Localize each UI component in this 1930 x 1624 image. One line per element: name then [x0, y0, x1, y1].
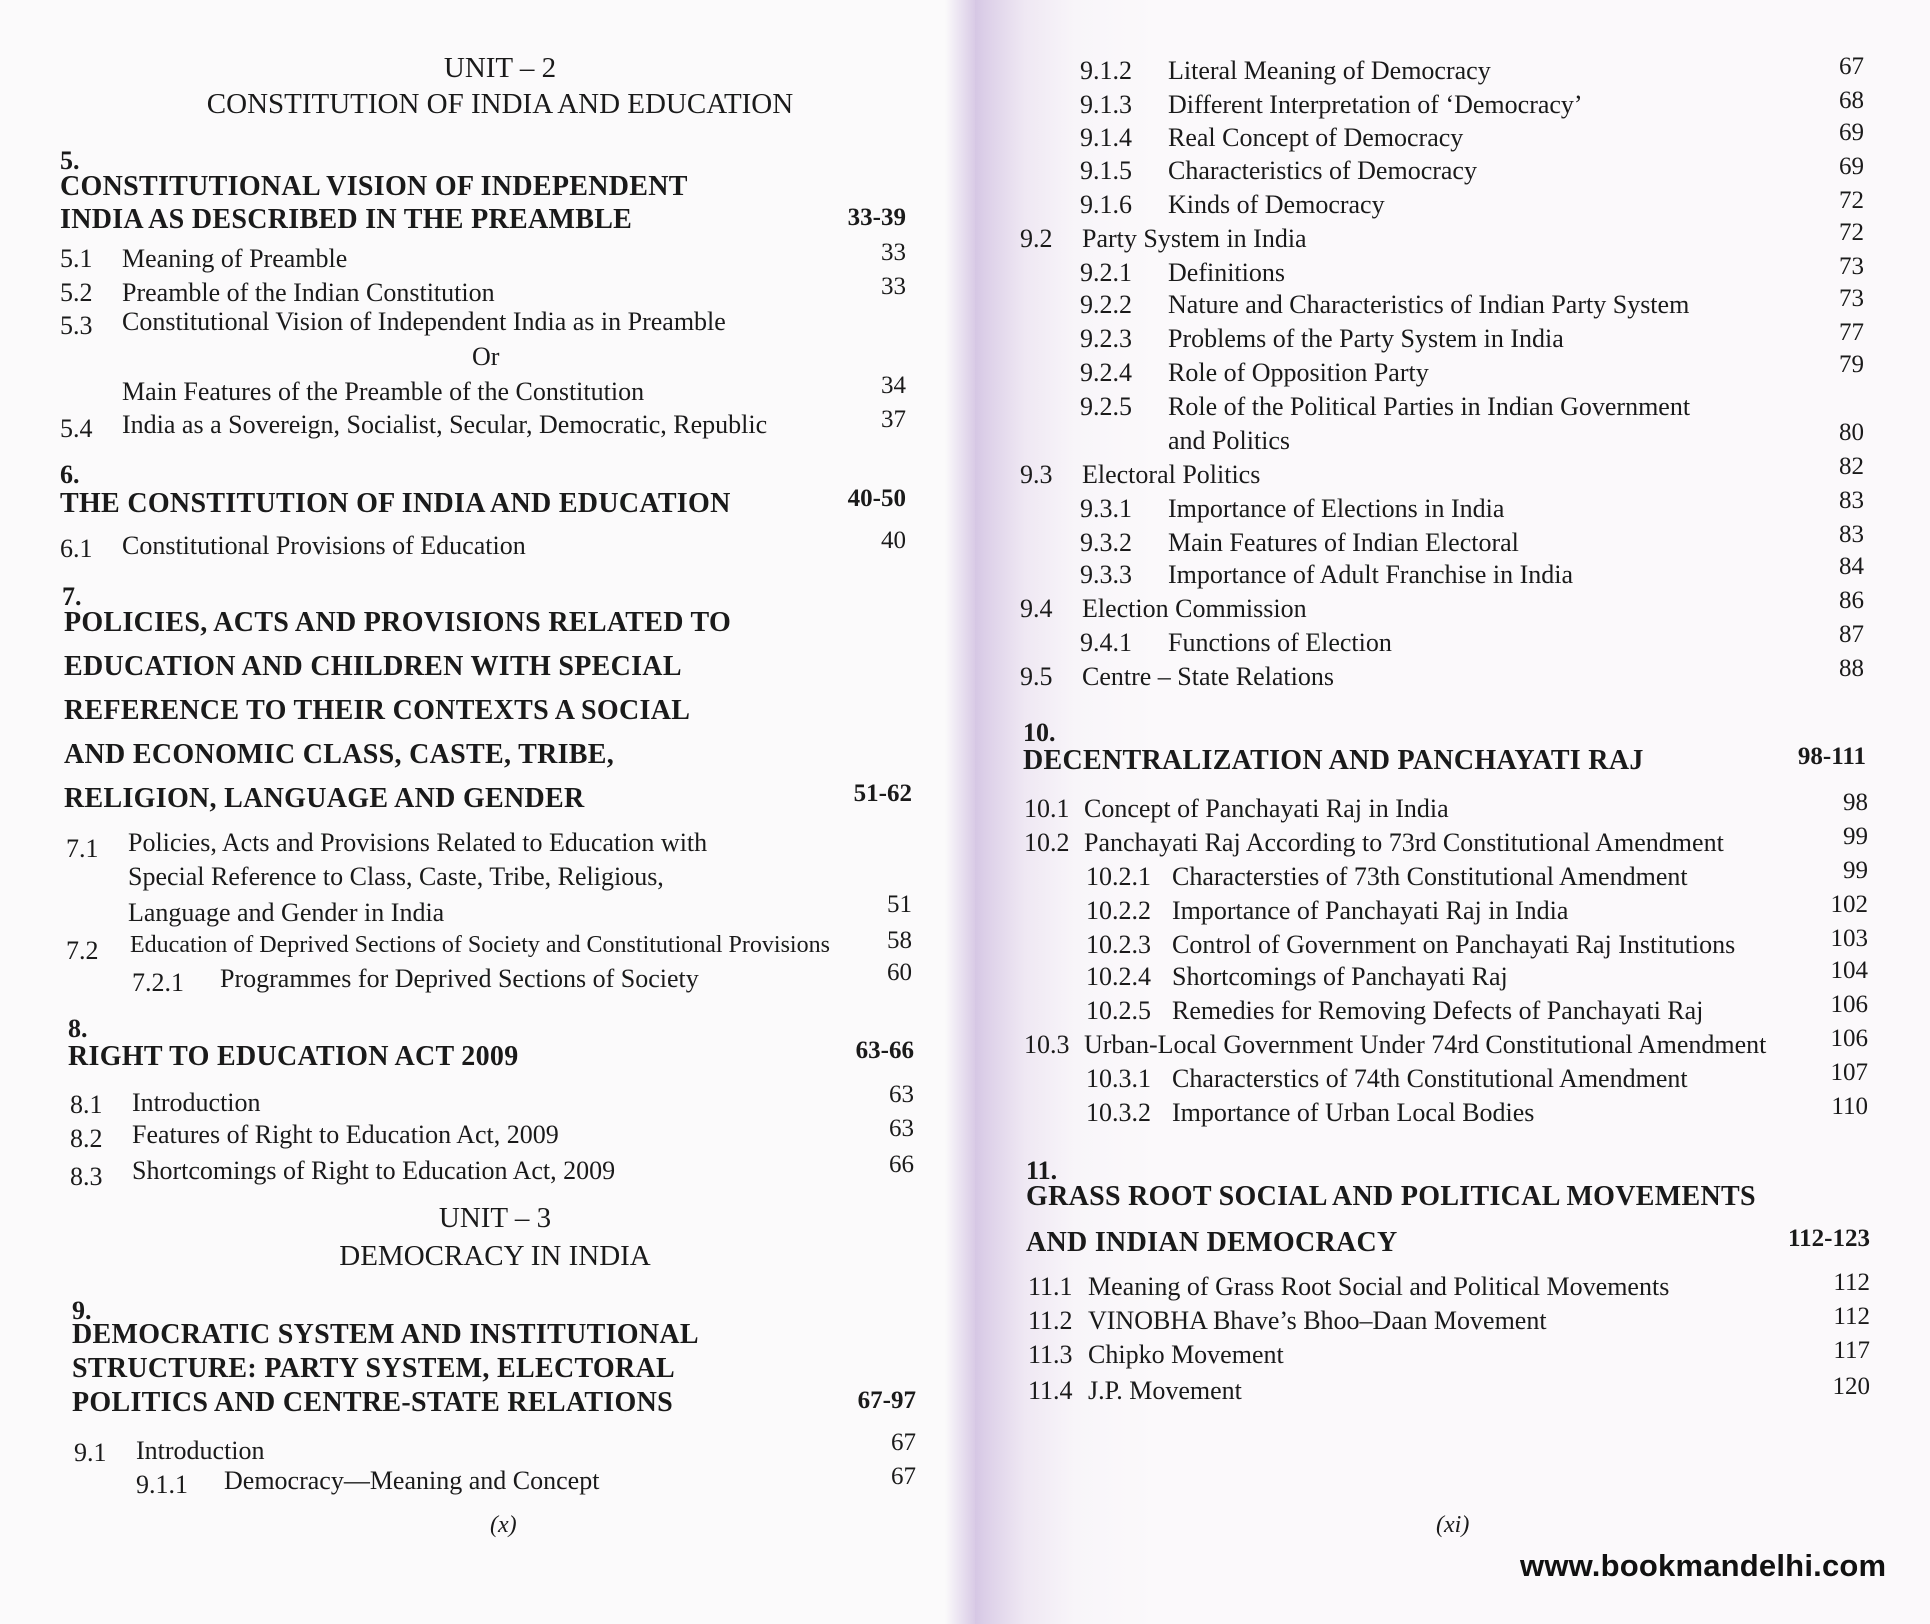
toc-5-1-num: 5.1 — [60, 244, 93, 273]
book-gutter — [945, 0, 975, 1624]
ch9-title-line1: DEMOCRATIC SYSTEM AND INSTITUTIONAL — [72, 1319, 699, 1350]
toc-entry-title: Importance of Elections in India — [1168, 494, 1505, 523]
toc-entry-title: Election Commission — [1082, 594, 1307, 623]
toc-5-1-title: Meaning of Preamble — [122, 244, 348, 273]
left-page-number: (x) — [490, 1512, 517, 1538]
toc-entry-num: 9.2 — [1020, 224, 1053, 253]
toc-entry-title: Shortcomings of Panchayati Raj — [1172, 962, 1508, 991]
toc-entry-num: 9.1.3 — [1080, 90, 1132, 119]
toc-entry-title: Centre – State Relations — [1082, 662, 1335, 691]
toc-7-2-1-num: 7.2.1 — [132, 968, 184, 997]
toc-7-2-1-page: 60 — [887, 959, 912, 986]
toc-entry-page: 120 — [1832, 1373, 1870, 1400]
toc-entry-page: 117 — [1833, 1337, 1870, 1364]
toc-6-1-num: 6.1 — [60, 534, 93, 563]
toc-7-1-title-line1: Policies, Acts and Provisions Related to Education with — [128, 828, 708, 857]
ch5-pages: 33-39 — [847, 204, 906, 231]
toc-entry-page: 99 — [1843, 823, 1868, 850]
toc-5-2-title: Preamble of the Indian Constitution — [122, 278, 495, 307]
toc-entry-page: 69 — [1839, 153, 1864, 180]
toc-entry-page: 83 — [1839, 521, 1864, 548]
toc-entry-num: 9.2.3 — [1080, 324, 1132, 353]
toc-6-1-page: 40 — [881, 527, 906, 554]
toc-entry-title: Electoral Politics — [1082, 460, 1261, 489]
ch9-pages: 67-97 — [857, 1387, 916, 1414]
toc-entry-title: VINOBHA Bhave’s Bhoo–Daan Movement — [1088, 1306, 1547, 1335]
unit3-title: DEMOCRACY IN INDIA — [339, 1240, 651, 1272]
toc-entry-page: 68 — [1839, 87, 1864, 114]
toc-entry-title: Main Features of Indian Electoral — [1168, 528, 1519, 557]
toc-5-3-alt-title: Main Features of the Preamble of the Constitution — [122, 377, 645, 406]
toc-entry-page: 106 — [1830, 991, 1868, 1018]
toc-8-1-num: 8.1 — [70, 1090, 103, 1119]
ch7-pages: 51-62 — [853, 780, 912, 807]
toc-entry-title: Control of Government on Panchayati Raj Institutions — [1172, 930, 1736, 959]
ch7-number: 7. — [62, 582, 82, 611]
ch7-title-line3: REFERENCE TO THEIR CONTEXTS A SOCIAL — [64, 695, 691, 726]
toc-entry-title: Problems of the Party System in India — [1168, 324, 1564, 353]
ch11-number: 11. — [1026, 1156, 1058, 1185]
ch10-title: DECENTRALIZATION AND PANCHAYATI RAJ — [1023, 745, 1644, 776]
toc-entry-num: 9.5 — [1020, 662, 1053, 691]
toc-7-1-title-line2: Special Reference to Class, Caste, Tribe, Religious, — [128, 862, 664, 891]
ch7-title-line4: AND ECONOMIC CLASS, CASTE, TRIBE, — [64, 739, 615, 770]
toc-entry-num: 9.2.5 — [1080, 392, 1132, 421]
toc-entry-page: 102 — [1830, 891, 1868, 918]
toc-entry-title: Nature and Characteristics of Indian Party System — [1168, 290, 1690, 319]
toc-9-1-1-title: Democracy—Meaning and Concept — [224, 1466, 600, 1495]
toc-entry-title: Concept of Panchayati Raj in India — [1084, 794, 1449, 823]
toc-8-3-title: Shortcomings of Right to Education Act, 2009 — [132, 1156, 616, 1185]
toc-entry-num: 10.3.1 — [1086, 1064, 1151, 1093]
toc-entry-title: Importance of Adult Franchise in India — [1168, 560, 1574, 589]
toc-8-3-num: 8.3 — [70, 1162, 103, 1191]
toc-entry-page: 72 — [1839, 219, 1864, 246]
unit3-label: UNIT – 3 — [438, 1202, 552, 1234]
toc-entry-page: 80 — [1839, 419, 1864, 446]
toc-entry-page: 88 — [1839, 655, 1864, 682]
toc-5-4-page: 37 — [881, 406, 906, 433]
website-watermark[interactable]: www.bookmandelhi.com — [1520, 1548, 1887, 1583]
toc-entry-num: 9.1.4 — [1080, 123, 1132, 152]
toc-7-1-title-line3: Language and Gender in India — [128, 898, 445, 927]
toc-entry-title: Urban-Local Government Under 74rd Constitutional Amendment — [1084, 1030, 1767, 1059]
toc-entry-page: 69 — [1839, 119, 1864, 146]
ch10-pages: 98-111 — [1797, 743, 1866, 770]
toc-entry-num: 10.2.1 — [1086, 862, 1151, 891]
toc-entry-title: Role of the Political Parties in Indian Government — [1168, 392, 1691, 421]
toc-entry-num: 9.4 — [1020, 594, 1053, 623]
ch5-title-line1: CONSTITUTIONAL VISION OF INDEPENDENT — [60, 171, 688, 202]
toc-entry-page: 112 — [1833, 1303, 1870, 1330]
toc-9-1-1-page: 67 — [891, 1463, 916, 1490]
toc-entry-title: Remedies for Removing Defects of Panchayati Raj — [1172, 996, 1704, 1025]
toc-entry-num: 10.2 — [1024, 828, 1070, 857]
toc-entry-title: Party System in India — [1082, 224, 1307, 253]
toc-entry-num: 10.2.2 — [1086, 896, 1151, 925]
ch11-title-line2: AND INDIAN DEMOCRACY — [1026, 1227, 1398, 1258]
toc-entry-page: 106 — [1830, 1025, 1868, 1052]
toc-entry-title: Characterstics of 74th Constitutional Amendment — [1172, 1064, 1688, 1093]
toc-9-1-num: 9.1 — [74, 1438, 107, 1467]
toc-entry-title: Functions of Election — [1168, 628, 1392, 657]
toc-entry-page: 73 — [1839, 285, 1864, 312]
toc-7-2-title: Education of Deprived Sections of Society and Constitutional Provisions — [130, 932, 830, 958]
toc-entry-title-cont: and Politics — [1168, 426, 1291, 455]
toc-entry-page: 84 — [1839, 553, 1864, 580]
right-page-number: (xi) — [1436, 1512, 1470, 1538]
ch5-number: 5. — [60, 146, 80, 175]
toc-entry-title: Panchayati Raj According to 73rd Constitutional Amendment — [1084, 828, 1724, 857]
toc-entry-num: 9.2.2 — [1080, 290, 1132, 319]
ch9-number: 9. — [72, 1296, 92, 1325]
toc-9-1-1-num: 9.1.1 — [136, 1470, 188, 1499]
toc-entry-page: 99 — [1843, 857, 1868, 884]
toc-8-1-page: 63 — [889, 1081, 914, 1108]
toc-7-2-page: 58 — [887, 927, 912, 954]
toc-7-2-1-title: Programmes for Deprived Sections of Society — [220, 964, 699, 993]
toc-entry-title: Importance of Urban Local Bodies — [1172, 1098, 1535, 1127]
toc-entry-title: Literal Meaning of Democracy — [1168, 56, 1491, 85]
unit2-title: CONSTITUTION OF INDIA AND EDUCATION — [206, 88, 794, 120]
toc-entry-title: Charactersties of 73th Constitutional Amendment — [1172, 862, 1688, 891]
toc-entry-num: 9.4.1 — [1080, 628, 1132, 657]
toc-entry-title: Kinds of Democracy — [1168, 190, 1385, 219]
toc-entry-page: 107 — [1830, 1059, 1868, 1086]
toc-entry-num: 9.1.6 — [1080, 190, 1132, 219]
toc-entry-page: 104 — [1830, 957, 1868, 984]
ch10-number: 10. — [1023, 718, 1056, 747]
toc-entry-num: 9.1.2 — [1080, 56, 1132, 85]
toc-entry-page: 83 — [1839, 487, 1864, 514]
unit2-label: UNIT – 2 — [443, 52, 557, 84]
toc-9-1-title: Introduction — [136, 1436, 265, 1465]
toc-8-2-title: Features of Right to Education Act, 2009 — [132, 1120, 559, 1149]
toc-entry-page: 110 — [1831, 1093, 1868, 1120]
toc-entry-page: 98 — [1843, 789, 1868, 816]
toc-entry-num: 9.3.3 — [1080, 560, 1132, 589]
ch9-title-line2: STRUCTURE: PARTY SYSTEM, ELECTORAL — [72, 1353, 676, 1384]
toc-7-1-page: 51 — [887, 891, 912, 918]
toc-entry-num: 10.1 — [1024, 794, 1070, 823]
ch9-title-line3: POLITICS AND CENTRE-STATE RELATIONS — [72, 1387, 673, 1418]
toc-5-3-num: 5.3 — [60, 311, 93, 340]
toc-7-1-num: 7.1 — [66, 834, 99, 863]
ch8-title: RIGHT TO EDUCATION ACT 2009 — [68, 1041, 519, 1072]
toc-entry-page: 72 — [1839, 187, 1864, 214]
toc-entry-page: 77 — [1839, 319, 1864, 346]
toc-5-2-page: 33 — [881, 273, 906, 300]
toc-6-1-title: Constitutional Provisions of Education — [122, 531, 526, 560]
toc-entry-num: 9.3 — [1020, 460, 1053, 489]
toc-entry-page: 103 — [1830, 925, 1868, 952]
toc-5-3-or: Or — [472, 342, 500, 371]
toc-entry-page: 73 — [1839, 253, 1864, 280]
toc-entry-num: 9.1.5 — [1080, 156, 1132, 185]
toc-8-3-page: 66 — [889, 1151, 914, 1178]
toc-entry-num: 10.2.4 — [1086, 962, 1151, 991]
ch11-title-line1: GRASS ROOT SOCIAL AND POLITICAL MOVEMENTS — [1026, 1181, 1756, 1212]
toc-entry-title: Importance of Panchayati Raj in India — [1172, 896, 1569, 925]
ch6-number: 6. — [60, 460, 80, 489]
toc-5-4-num: 5.4 — [60, 414, 93, 443]
toc-entry-num: 10.2.3 — [1086, 930, 1151, 959]
toc-entry-num: 9.3.2 — [1080, 528, 1132, 557]
toc-entry-title: Characteristics of Democracy — [1168, 156, 1477, 185]
ch6-pages: 40-50 — [847, 485, 906, 512]
toc-entry-title: Meaning of Grass Root Social and Political Movements — [1088, 1272, 1670, 1301]
ch5-title-line2: INDIA AS DESCRIBED IN THE PREAMBLE — [60, 204, 633, 235]
toc-entry-num: 11.3 — [1028, 1340, 1073, 1369]
toc-entry-title: Real Concept of Democracy — [1168, 123, 1464, 152]
toc-5-3-title: Constitutional Vision of Independent India as in Preamble — [122, 307, 726, 336]
toc-entry-page: 82 — [1839, 453, 1864, 480]
toc-entry-num: 10.2.5 — [1086, 996, 1151, 1025]
toc-8-2-num: 8.2 — [70, 1124, 103, 1153]
toc-entry-num: 11.1 — [1028, 1272, 1073, 1301]
toc-entry-page: 67 — [1839, 53, 1864, 80]
ch6-title: THE CONSTITUTION OF INDIA AND EDUCATION — [60, 488, 731, 519]
toc-9-1-page: 67 — [891, 1429, 916, 1456]
toc-8-2-page: 63 — [889, 1115, 914, 1142]
toc-5-1-page: 33 — [881, 239, 906, 266]
toc-5-4-title: India as a Sovereign, Socialist, Secular, Democratic, Republic — [122, 410, 768, 439]
ch7-title-line1: POLICIES, ACTS AND PROVISIONS RELATED TO — [64, 607, 732, 638]
toc-7-2-num: 7.2 — [66, 936, 99, 965]
toc-entry-num: 10.3 — [1024, 1030, 1070, 1059]
ch8-number: 8. — [68, 1014, 88, 1043]
toc-entry-num: 9.2.4 — [1080, 358, 1132, 387]
toc-entry-num: 9.2.1 — [1080, 258, 1132, 287]
ch8-pages: 63-66 — [855, 1037, 914, 1064]
toc-entry-page: 112 — [1833, 1269, 1870, 1296]
toc-entry-num: 9.3.1 — [1080, 494, 1132, 523]
toc-8-1-title: Introduction — [132, 1088, 261, 1117]
toc-entry-title: J.P. Movement — [1088, 1376, 1242, 1405]
toc-5-2-num: 5.2 — [60, 278, 93, 307]
toc-entry-num: 10.3.2 — [1086, 1098, 1151, 1127]
toc-entry-num: 11.2 — [1028, 1306, 1073, 1335]
ch7-title-line2: EDUCATION AND CHILDREN WITH SPECIAL — [64, 651, 682, 682]
ch11-pages: 112-123 — [1788, 1225, 1870, 1252]
toc-entry-title: Different Interpretation of ‘Democracy’ — [1168, 90, 1583, 119]
toc-entry-title: Role of Opposition Party — [1168, 358, 1429, 387]
toc-entry-page: 79 — [1839, 351, 1864, 378]
toc-5-3-page: 34 — [881, 372, 906, 399]
toc-entry-title: Definitions — [1168, 258, 1285, 287]
toc-entry-page: 86 — [1839, 587, 1864, 614]
ch7-title-line5: RELIGION, LANGUAGE AND GENDER — [64, 783, 585, 814]
toc-entry-title: Chipko Movement — [1088, 1340, 1284, 1369]
toc-entry-page: 87 — [1839, 621, 1864, 648]
toc-entry-num: 11.4 — [1028, 1376, 1073, 1405]
